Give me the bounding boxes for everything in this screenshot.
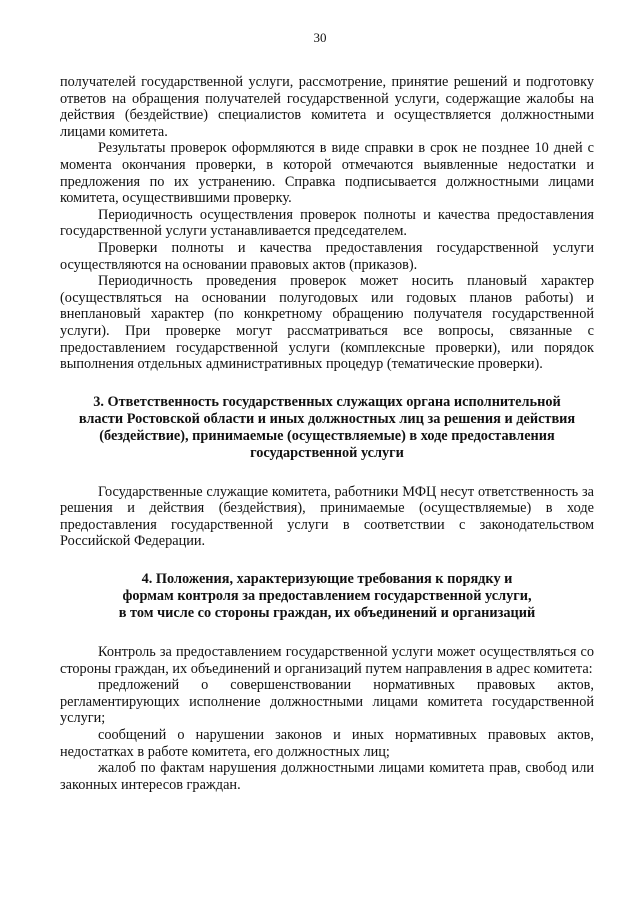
paragraph: Периодичность проведения проверок может носить плановый характер (осуществляться на основании полугодовых или годовых планов работы) и внеплановый характер (по конкретному обращению получателя государственной услуги). При проверке могут рассматриваться все вопросы, связанные с предоставлением государственной услуги (комплексные проверки), или порядок выполнения отдельных административных процедур (тематические проверки). xyxy=(60,273,594,373)
section-3-heading xyxy=(60,394,594,462)
paragraph: сообщений о нарушении законов и иных нормативных правовых актов, недостатках в работе комитета, его должностных лиц; xyxy=(60,727,594,760)
paragraph: получателей государственной услуги, рассмотрение, принятие решений и подготовку ответов на обращения получателей государственной услуги, содержащие жалобы на действия (бездействие) специалистов комитета и осуществляется должностными лицами комитета. xyxy=(60,74,594,140)
heading-line: государственной услуги xyxy=(250,444,404,461)
paragraph: жалоб по фактам нарушения должностными лицами комитета прав, свобод или законных интересов граждан. xyxy=(60,760,594,793)
section-4-heading xyxy=(60,571,594,622)
paragraph: Контроль за предоставлением государственной услуги может осуществляться со стороны граждан, их объединений и организаций путем направления в адрес комитета: xyxy=(60,644,594,677)
paragraph: Результаты проверок оформляются в виде справки в срок не позднее 10 дней с момента окончания проверки, в которой отмечаются выявленные недостатки и предложения по их устранению. Справка подписывается должностными лицами комитета, осуществившими проверку. xyxy=(60,140,594,207)
document-body xyxy=(60,74,594,793)
heading-line: власти Ростовской области и иных должностных лиц за решения и действия xyxy=(78,410,576,427)
page-number: 30 xyxy=(313,30,327,45)
heading-line: (бездействие), принимаемые (осуществляемые) в ходе предоставления xyxy=(99,427,555,444)
paragraph: Периодичность осуществления проверок полноты и качества предоставления государственной услуги устанавливается председателем. xyxy=(60,206,594,240)
paragraph: предложений о совершенствовании нормативных правовых актов, регламентирующих исполнение должностными лицами комитета государственной услуги; xyxy=(60,677,594,727)
heading-line: 4. Положения, характеризующие требования к порядку и xyxy=(141,571,513,588)
heading-line: в том числе со стороны граждан, их объединений и организаций xyxy=(118,605,536,622)
paragraph: Государственные служащие комитета, работники МФЦ несут ответственность за решения и действия (бездействия), принимаемые (осуществляемые) в ходе предоставления государственной услуги в соответствии с законодательством Российской Федерации. xyxy=(60,483,594,550)
heading-line: 3. Ответственность государственных служащих органа исполнительной xyxy=(93,393,561,410)
heading-line: формам контроля за предоставлением государственной услуги, xyxy=(122,588,532,605)
paragraph: Проверки полноты и качества предоставления государственной услуги осуществляются на основании правовых актов (приказов). xyxy=(60,239,594,273)
